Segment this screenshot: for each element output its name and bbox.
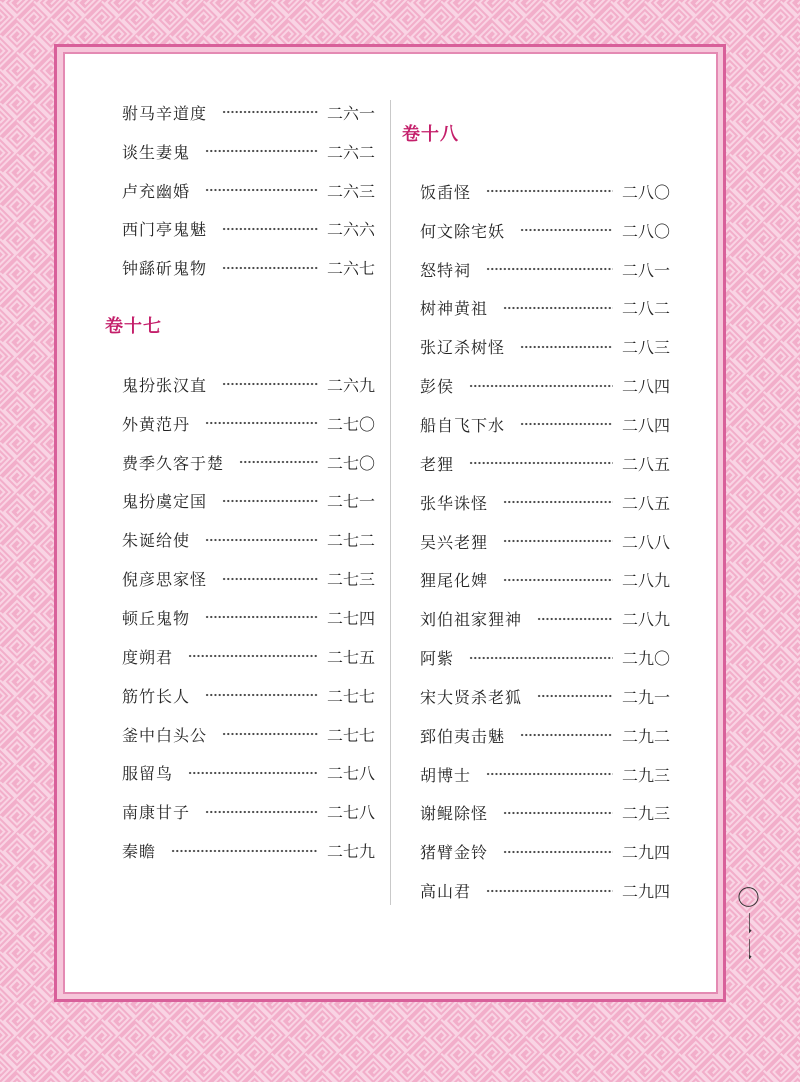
entry-page-number: 二七〇 xyxy=(327,453,376,473)
toc-entry xyxy=(420,522,670,561)
dot-leader xyxy=(222,382,318,386)
toc-entry xyxy=(122,365,375,404)
entry-title: 釜中白头公 xyxy=(122,725,208,745)
entry-page-number: 二八四 xyxy=(622,415,671,435)
entry-title: 南康甘子 xyxy=(122,803,191,823)
toc-entry xyxy=(420,444,670,483)
entry-page-number: 二九一 xyxy=(622,687,671,707)
entry-page-number: 二八五 xyxy=(622,454,671,474)
toc-entry xyxy=(122,831,375,870)
toc-entry xyxy=(420,716,670,755)
toc-entry xyxy=(122,637,375,676)
toc-entry xyxy=(122,792,375,831)
entry-title: 张辽杀树怪 xyxy=(420,338,506,358)
entry-title: 张华诛怪 xyxy=(420,493,489,513)
entry-title: 鬼扮虞定国 xyxy=(122,492,208,512)
column-divider xyxy=(390,100,391,905)
entry-page-number: 二九二 xyxy=(622,726,671,746)
toc-list-continued xyxy=(122,93,375,287)
entry-page-number: 二八九 xyxy=(622,571,671,591)
entry-title: 老狸 xyxy=(420,454,455,474)
entry-title: 刘伯祖家狸神 xyxy=(420,610,523,630)
entry-page-number: 二九四 xyxy=(622,882,671,902)
toc-entry xyxy=(420,250,670,289)
dot-leader xyxy=(469,656,613,660)
dot-leader xyxy=(503,306,613,310)
entry-page-number: 二八〇 xyxy=(622,221,671,241)
entry-page-number: 二七七 xyxy=(327,725,376,745)
entry-title: 鬼扮张汉直 xyxy=(122,375,208,395)
entry-title: 彭侯 xyxy=(420,377,455,397)
entry-title: 西门亭鬼魅 xyxy=(122,220,208,240)
entry-title: 谈生妻鬼 xyxy=(122,142,191,162)
entry-page-number: 二九三 xyxy=(622,804,671,824)
toc-entry xyxy=(420,599,670,638)
entry-title: 度朔君 xyxy=(122,647,174,667)
entry-page-number: 二七七 xyxy=(327,686,376,706)
entry-title: 钟繇斫鬼物 xyxy=(122,259,208,279)
entry-title: 卢充幽婚 xyxy=(122,181,191,201)
dot-leader xyxy=(205,693,318,697)
dot-leader xyxy=(520,228,613,232)
entry-title: 谢鲲除怪 xyxy=(420,804,489,824)
dot-leader xyxy=(503,500,613,504)
dot-leader xyxy=(537,617,613,621)
entry-page-number: 二八四 xyxy=(622,377,671,397)
dot-leader xyxy=(520,422,613,426)
entry-page-number: 二八一 xyxy=(622,260,671,280)
dot-leader xyxy=(171,849,318,853)
entry-title: 饭臿怪 xyxy=(420,182,472,202)
dot-leader xyxy=(222,732,318,736)
entry-title: 怒特祠 xyxy=(420,260,472,280)
dot-leader xyxy=(239,460,318,464)
entry-page-number: 二八五 xyxy=(622,493,671,513)
dot-leader xyxy=(486,189,613,193)
entry-page-number: 二六六 xyxy=(327,220,376,240)
entry-title: 倪彦思家怪 xyxy=(122,570,208,590)
entry-title: 船自飞下水 xyxy=(420,415,506,435)
dot-leader xyxy=(503,850,613,854)
toc-entry xyxy=(420,560,670,599)
entry-title: 高山君 xyxy=(420,882,472,902)
dot-leader xyxy=(188,654,318,658)
toc-entry xyxy=(122,132,375,171)
entry-page-number: 二七一 xyxy=(327,492,376,512)
entry-page-number: 二九四 xyxy=(622,843,671,863)
toc-entry xyxy=(420,638,670,677)
entry-page-number: 二八〇 xyxy=(622,182,671,202)
entry-title: 驸马辛道度 xyxy=(122,103,208,123)
entry-page-number: 二八八 xyxy=(622,532,671,552)
entry-title: 胡博士 xyxy=(420,765,472,785)
entry-page-number: 二六九 xyxy=(327,375,376,395)
entry-page-number: 二六二 xyxy=(327,142,376,162)
entry-title: 筋竹长人 xyxy=(122,686,191,706)
entry-page-number: 二七四 xyxy=(327,608,376,628)
toc-entry xyxy=(420,755,670,794)
entry-page-number: 二七二 xyxy=(327,531,376,551)
dot-leader xyxy=(222,227,318,231)
entry-title: 服留鸟 xyxy=(122,764,174,784)
dot-leader xyxy=(205,538,318,542)
entry-title: 阿紫 xyxy=(420,649,455,669)
entry-page-number: 二八三 xyxy=(622,338,671,358)
toc-entry xyxy=(420,327,670,366)
entry-title: 树神黄祖 xyxy=(420,299,489,319)
entry-page-number: 二八二 xyxy=(622,299,671,319)
toc-entry xyxy=(122,171,375,210)
entry-title: 顿丘鬼物 xyxy=(122,608,191,628)
toc-entry xyxy=(420,366,670,405)
toc-entry xyxy=(122,443,375,482)
toc-entry xyxy=(122,210,375,249)
entry-page-number: 二七八 xyxy=(327,764,376,784)
toc-entry xyxy=(122,482,375,521)
dot-leader xyxy=(188,771,318,775)
dot-leader xyxy=(503,539,613,543)
toc-entry xyxy=(122,404,375,443)
toc-list-volume-17 xyxy=(122,365,375,870)
dot-leader xyxy=(469,384,613,388)
toc-entry xyxy=(420,289,670,328)
entry-page-number: 二七〇 xyxy=(327,414,376,434)
dot-leader xyxy=(537,694,613,698)
entry-page-number: 二七八 xyxy=(327,803,376,823)
page-number: 〇一一 xyxy=(734,886,759,965)
entry-title: 狸尾化婢 xyxy=(420,571,489,591)
entry-page-number: 二六三 xyxy=(327,181,376,201)
dot-leader xyxy=(222,110,318,114)
entry-title: 吴兴老狸 xyxy=(420,532,489,552)
entry-title: 费季久客于楚 xyxy=(122,453,225,473)
toc-entry xyxy=(122,93,375,132)
entry-title: 何文除宅妖 xyxy=(420,221,506,241)
entry-title: 朱诞给使 xyxy=(122,531,191,551)
dot-leader xyxy=(469,461,613,465)
entry-page-number: 二六一 xyxy=(327,103,376,123)
dot-leader xyxy=(205,421,318,425)
entry-page-number: 二六七 xyxy=(327,259,376,279)
toc-entry xyxy=(122,753,375,792)
toc-entry xyxy=(420,172,670,211)
entry-title: 郅伯夷击魅 xyxy=(420,726,506,746)
entry-page-number: 二九〇 xyxy=(622,649,671,669)
entry-title: 外黄范丹 xyxy=(122,414,191,434)
volume-17-heading: 卷十七 xyxy=(105,316,162,337)
toc-entry xyxy=(420,405,670,444)
dot-leader xyxy=(205,149,318,153)
dot-leader xyxy=(486,772,613,776)
dot-leader xyxy=(503,578,613,582)
toc-entry xyxy=(420,794,670,833)
toc-entry xyxy=(420,832,670,871)
entry-page-number: 二九三 xyxy=(622,765,671,785)
toc-entry xyxy=(122,248,375,287)
dot-leader xyxy=(486,267,613,271)
entry-page-number: 二七三 xyxy=(327,570,376,590)
toc-entry xyxy=(420,871,670,910)
entry-title: 秦瞻 xyxy=(122,842,157,862)
entry-page-number: 二七九 xyxy=(327,842,376,862)
dot-leader xyxy=(503,811,613,815)
entry-page-number: 二七五 xyxy=(327,647,376,667)
dot-leader xyxy=(205,810,318,814)
dot-leader xyxy=(222,577,318,581)
dot-leader xyxy=(222,499,318,503)
entry-page-number: 二八九 xyxy=(622,610,671,630)
toc-entry xyxy=(122,598,375,637)
dot-leader xyxy=(205,188,318,192)
toc-entry xyxy=(122,715,375,754)
toc-entry xyxy=(122,520,375,559)
toc-entry xyxy=(122,676,375,715)
dot-leader xyxy=(222,266,318,270)
toc-entry xyxy=(420,211,670,250)
dot-leader xyxy=(486,889,613,893)
toc-list-volume-18 xyxy=(420,172,670,910)
toc-entry xyxy=(122,559,375,598)
dot-leader xyxy=(520,345,613,349)
entry-title: 猪臂金铃 xyxy=(420,843,489,863)
volume-18-heading: 卷十八 xyxy=(402,124,459,145)
dot-leader xyxy=(205,615,318,619)
entry-title: 宋大贤杀老狐 xyxy=(420,687,523,707)
toc-entry xyxy=(420,677,670,716)
dot-leader xyxy=(520,733,613,737)
toc-entry xyxy=(420,483,670,522)
